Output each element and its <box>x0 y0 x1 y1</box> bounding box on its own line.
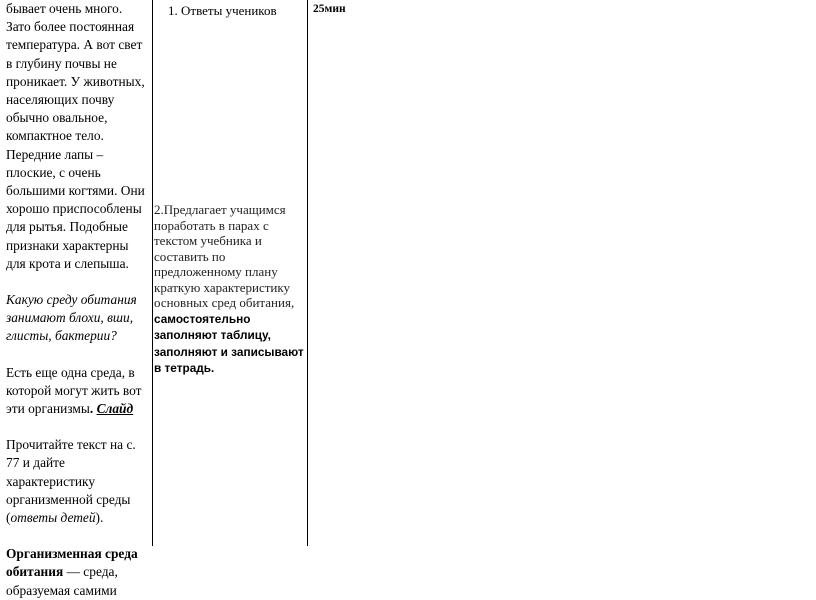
organism-text: Есть еще одна среда, в которой могут жить вот эти организмы <box>6 364 142 417</box>
task-end: ). <box>95 510 104 526</box>
task-text: Прочитайте текст на с. 77 и дайте характеристику организменной среды ( <box>6 437 136 526</box>
student-activity-cell <box>154 0 304 377</box>
task-paragraph <box>6 436 149 527</box>
slide-label: Слайд <box>96 401 134 417</box>
pair-work-bold: самостоятельно заполняют таблицу, заполняют и записывают в тетрадь. <box>154 311 304 375</box>
time-cell: 25мин <box>313 3 346 15</box>
question-text: Какую среду обитания занимают блохи, вши, глисты, бактерии? <box>6 292 137 344</box>
table-border <box>152 0 153 546</box>
organism-paragraph <box>6 364 149 419</box>
definition-text: — среда, образуемая самими <box>6 564 118 598</box>
pair-work-text: 2.Предлагает учащимся поработать в парах с текстом учебника и составить по предложенному плану краткую характеристику основных сред обитания, <box>154 202 295 310</box>
student-answers-item: 1. Ответы учеников <box>168 3 277 18</box>
soil-description: бывает очень много. Зато более постоянная температура. А вот свет в глубину почвы не проникает. У животных, населяющих почву обычно овальное, компактное тело. Передние лапы – плоские, с очень большими когтями. Они хорошо приспособлены для рытья. Подобные признаки характерны для крота и слепыша. <box>6 1 145 271</box>
definition-term: Организменная среда обитания <box>6 546 138 580</box>
dot: . <box>89 401 94 417</box>
children-answers: ответы детей <box>10 510 96 526</box>
table-border <box>307 0 308 546</box>
teacher-content-cell <box>6 0 149 600</box>
pair-work-item <box>154 202 304 377</box>
definition-paragraph <box>6 545 149 600</box>
